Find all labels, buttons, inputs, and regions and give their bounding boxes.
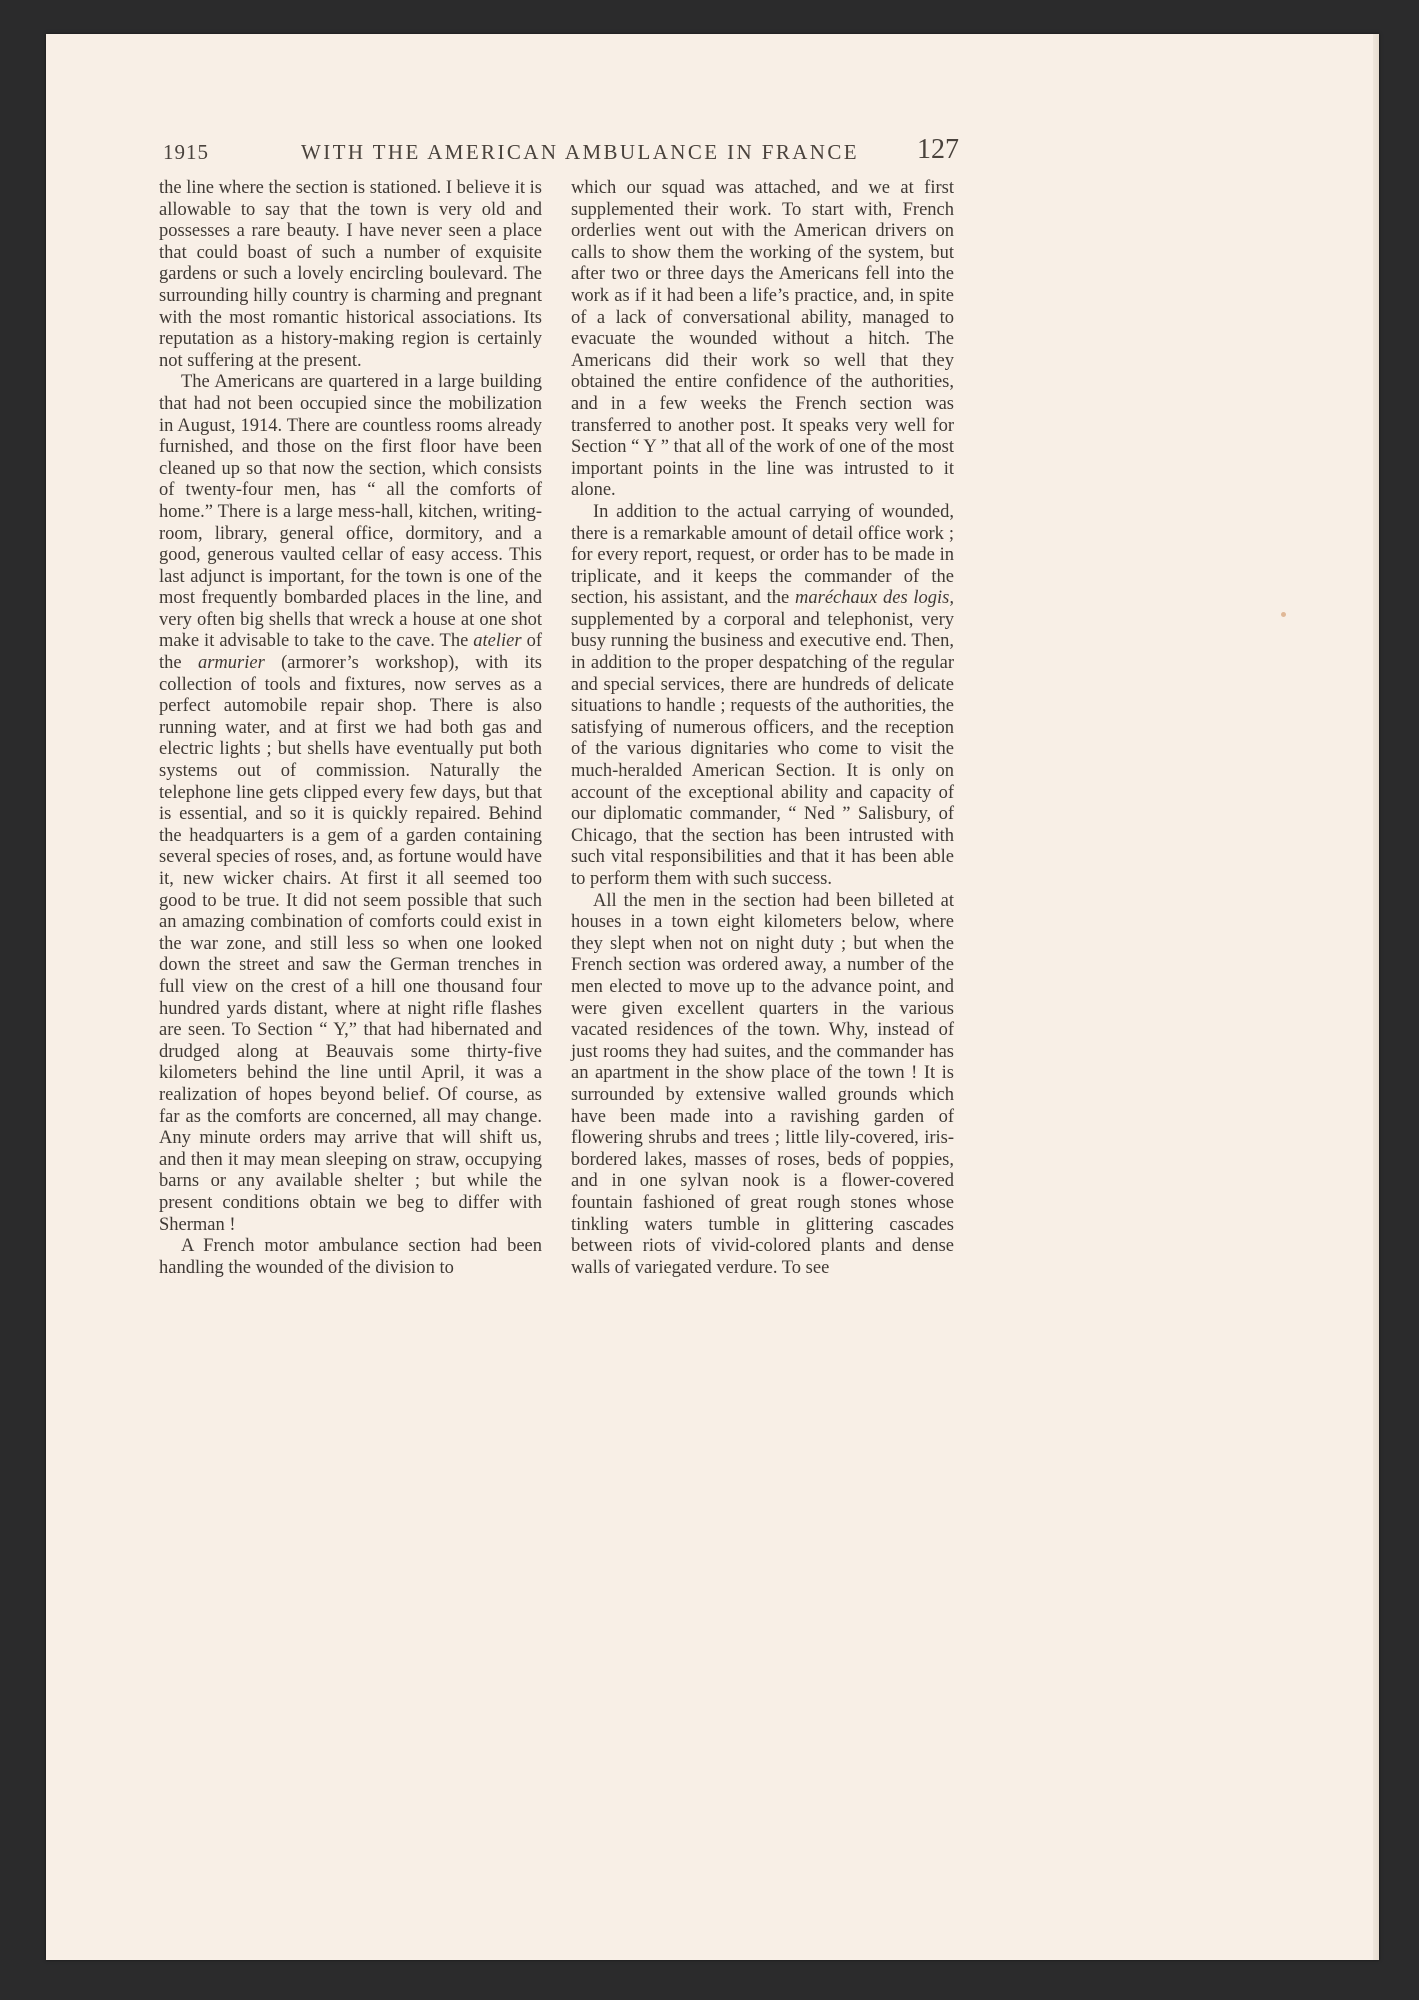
right-paragraph-2-text-b: supplemented by a corporal and telephonist, very busy running the business and executive end. Then, in addition to the proper despatching of the regular and special services, there are hundreds of delicate situations to handle ; requests of the authorities, the satisfying of numerous officers, and the reception of the various dignitaries who come to visit the much-heralded American Section. It is only on account of the exceptional ability and capacity of our diplomatic commander, “ Ned ” Salisbury, of Chicago, that the section has been intrusted with such vital responsibilities and that it has been able to perform them with such success.: [571, 609, 954, 889]
right-paragraph-2-text-a: In addition to the actual carrying of wounded, there is a remarkable amount of detail office work ; for every report, request, or order has to be made in triplicate, and it keeps the commander of the section, his assistant, and the: [571, 501, 954, 609]
left-paragraph-2: [159, 372, 542, 1236]
right-paragraph-1: which our squad was attached, and we at first supplemented their work. To start with, French orderlies went out with the American drivers on calls to show them the working of the system, but after two or three days the Americans fell into the work as if it had been a life’s practice, and, in spite of a lack of conversational ability, managed to evacuate the wounded without a hitch. The Americans did their work so well that they obtained the entire confidence of the authorities, and in a few weeks the French section was transferred to another post. It speaks very well for Section “ Y ” that all of the work of one of the most important points in the line was intrusted to it alone.: [571, 178, 954, 501]
left-paragraph-2-text-b: of the: [159, 631, 543, 674]
page-number: 127: [917, 134, 959, 165]
page-edge: [1373, 34, 1379, 1960]
book-page: [46, 34, 1379, 1960]
right-paragraph-2: [571, 502, 954, 891]
italic-marechaux: maréchaux des logis,: [795, 588, 954, 609]
right-paragraph-3: All the men in the section had been billeted at houses in a town eight kilometers below, where they slept when not on night duty ; but when the French section was ordered away, a number of the men elected to move up to the advance point, and were given excellent quarters in the various vacated residences of the town. Why, instead of just rooms they had suites, and the commander has an apartment in the show place of the town ! It is surrounded by extensive walled grounds which have been made into a ravishing garden of flowering shrubs and trees ; little lily-covered, iris-bordered lakes, masses of roses, beds of poppies, and in one sylvan nook is a flower-covered fountain fashioned of great rough stones whose tinkling waters tumble in glittering cascades between riots of vivid-colored plants and dense walls of variegated verdure. To see: [571, 890, 954, 1278]
left-paragraph-2-text-a: The Americans are quartered in a large building that had not been occupied since the mobilization in August, 1914. There are countless rooms already furnished, and those on the first floor have been cleaned up so that now the section, which consists of twenty-four men, has “ all the comforts of home.” There is a large mess-hall, kitchen, writing-room, library, general office, dormitory, and a good, generous vaulted cellar of easy access. This last adjunct is important, for the town is one of the most frequently bombarded places in the line, and very often big shells that wreck a house at one shot make it advisable to take to the cave. The: [159, 372, 542, 652]
left-paragraph-1: the line where the section is stationed. I believe it is allowable to say that the town is very old and possesses a rare beauty. I have never seen a place that could boast of such a number of exquisite gardens or such a lovely encircling boulevard. The surrounding hilly country is charming and pregnant with the most romantic historical associations. Its reputation as a history-making region is certainly not suffering at the present.: [159, 178, 542, 371]
running-title: WITH THE AMERICAN AMBULANCE IN FRANCE: [301, 140, 859, 164]
left-paragraph-3: A French motor ambulance section had been handling the wounded of the division to: [159, 1236, 542, 1278]
paper-speck: [1281, 612, 1286, 617]
running-header: [163, 136, 963, 176]
header-year: 1915: [163, 140, 209, 164]
left-column: [159, 178, 542, 1279]
italic-armurier: armurier: [197, 653, 265, 674]
italic-atelier: atelier: [473, 631, 522, 652]
right-column: [571, 178, 954, 1279]
left-paragraph-2-text-c: (armorer’s workshop), with its collection of tools and fixtures, now serves as a perfect automobile repair shop. There is also running water, and at first we had both gas and electric lights ; but shells have eventually put both systems out of commission. Naturally the telephone line gets clipped every few days, but that is essential, and so it is quickly repaired. Behind the headquarters is a gem of a garden containing several species of roses, and, as fortune would have it, new wicker chairs. At first it all seemed too good to be true. It did not seem possible that such an amazing combination of comforts could exist in the war zone, and still less so when one looked down the street and saw the German trenches in full view on the crest of a hill one thousand four hundred yards distant, where at night rifle flashes are seen. To Section “ Y,” that had hibernated and drudged along at Beauvais some thirty-five kilometers behind the line until April, it was a realization of hopes beyond belief. Of course, as far as the comforts are concerned, all may change. Any minute orders may arrive that will shift us, and then it may mean sleeping on straw, occupying barns or any available shelter ; but while the present conditions obtain we beg to differ with Sherman !: [159, 653, 542, 1235]
